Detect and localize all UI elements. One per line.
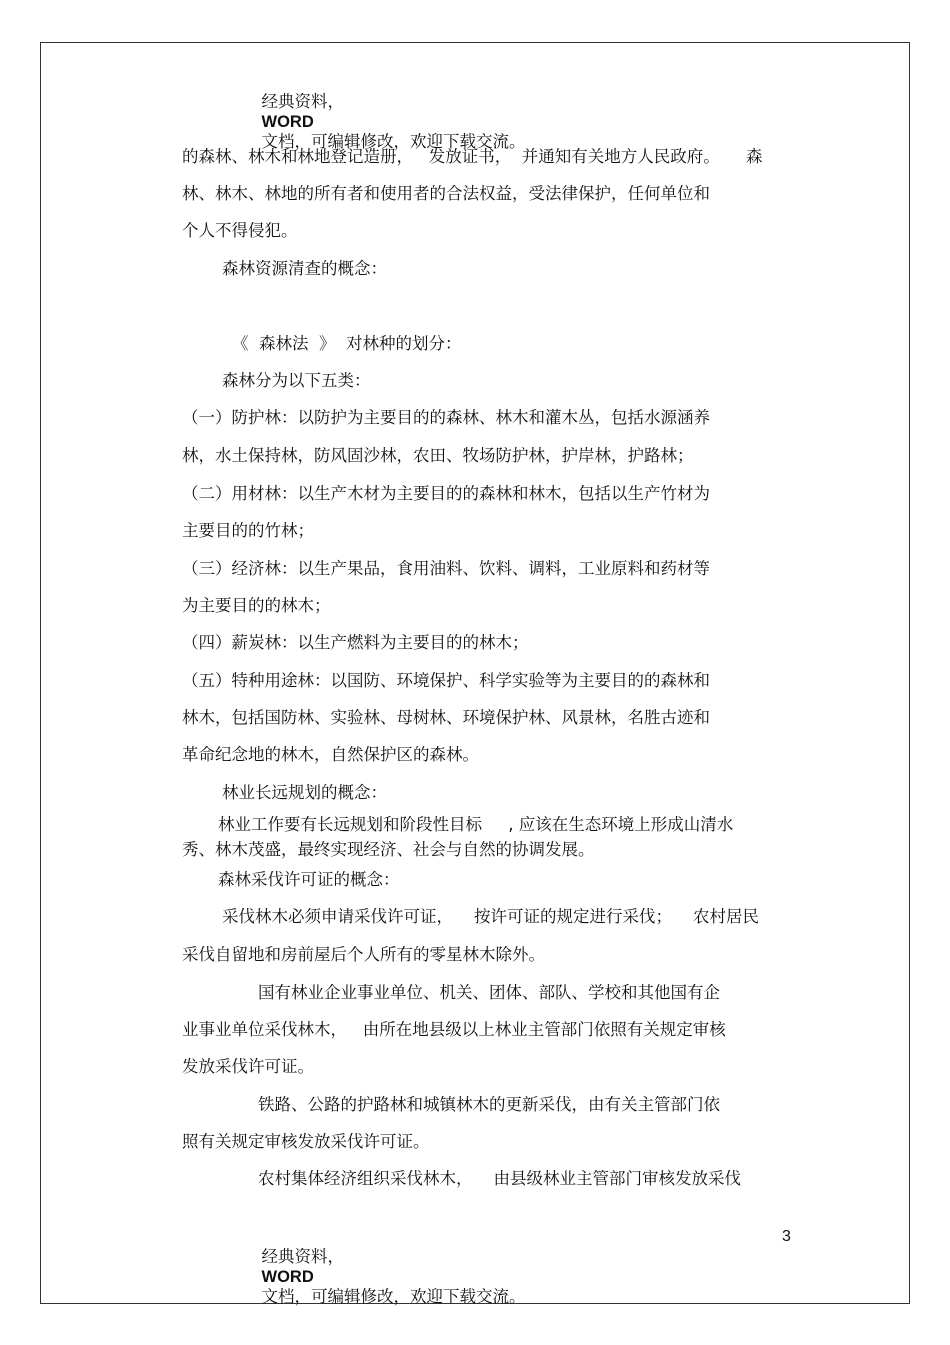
list-item: （四）薪炭林：以生产燃料为主要目的的林木； — [182, 633, 529, 652]
section-heading: 森林采伐许可证的概念： — [218, 870, 400, 889]
body-line: 秀、林木茂盛，最终实现经济、社会与自然的协调发展。 — [182, 840, 595, 859]
body-line: 国有林业企业事业单位、机关、团体、部队、学校和其他国有企 — [258, 983, 720, 1002]
list-item: （五）特种用途林：以国防、环境保护、科学实验等为主要目的的森林和 — [182, 671, 710, 690]
footer-word-label: WORD — [261, 1268, 314, 1286]
page-header — [251, 72, 526, 152]
body-line: 森林分为以下五类： — [222, 371, 371, 390]
list-item: （二）用材林：以生产木材为主要目的的森林和林木，包括以生产竹材为 — [182, 484, 710, 503]
list-item-cont: 林，水土保持林，防风固沙林，农田、牧场防护林，护岸林，护路林； — [182, 446, 694, 465]
header-word-label: WORD — [261, 113, 314, 131]
body-line: 个人不得侵犯。 — [182, 221, 298, 240]
body-line: 林业工作要有长远规划和阶段性目标 , 应该在生态环境上形成山清水 — [218, 815, 734, 834]
page-footer — [251, 1227, 526, 1307]
page-number: 3 — [782, 1228, 791, 1245]
list-item-cont: 主要目的的竹林； — [182, 521, 314, 540]
body-line: 发放采伐许可证。 — [182, 1057, 314, 1076]
list-item-cont: 林木，包括国防林、实验林、母树林、环境保护林、风景林，名胜古迹和 — [182, 708, 710, 727]
body-line: 农村集体经济组织采伐林木， 由县级林业主管部门审核发放采伐 — [258, 1169, 741, 1188]
section-heading: 林业长远规划的概念： — [222, 783, 387, 802]
header-text-pre: 经典资料， — [261, 92, 344, 111]
header-text-post: 文档，可编辑修改，欢迎下载交流。 — [261, 132, 526, 151]
section-heading: 森林资源清查的概念： — [222, 259, 387, 278]
list-item-cont: 革命纪念地的林木，自然保护区的森林。 — [182, 745, 479, 764]
footer-text-pre: 经典资料， — [261, 1247, 344, 1266]
section-heading: 《 森林法 》 对林种的划分： — [232, 334, 462, 353]
body-line: 林、林木、林地的所有者和使用者的合法权益，受法律保护，任何单位和 — [182, 184, 710, 203]
body-line: 铁路、公路的护路林和城镇林木的更新采伐，由有关主管部门依 — [258, 1095, 720, 1114]
body-line: 的森林、林木和林地登记造册， 发放证书， 并通知有关地方人民政府。 森 — [182, 147, 763, 166]
list-item: （三）经济林：以生产果品，食用油料、饮料、调料，工业原料和药材等 — [182, 559, 710, 578]
body-line: 采伐自留地和房前屋后个人所有的零星林木除外。 — [182, 945, 545, 964]
body-line: 采伐林木必须申请采伐许可证， 按许可证的规定进行采伐； 农村居民 — [222, 907, 759, 926]
body-line: 照有关规定审核发放采伐许可证。 — [182, 1132, 430, 1151]
list-item: （一）防护林：以防护为主要目的的森林、林木和灌木丛，包括水源涵养 — [182, 408, 710, 427]
list-item-cont: 为主要目的的林木； — [182, 596, 331, 615]
body-line: 业事业单位采伐林木， 由所在地县级以上林业主管部门依照有关规定审核 — [182, 1020, 726, 1039]
footer-text-post: 文档，可编辑修改，欢迎下载交流。 — [261, 1287, 526, 1306]
